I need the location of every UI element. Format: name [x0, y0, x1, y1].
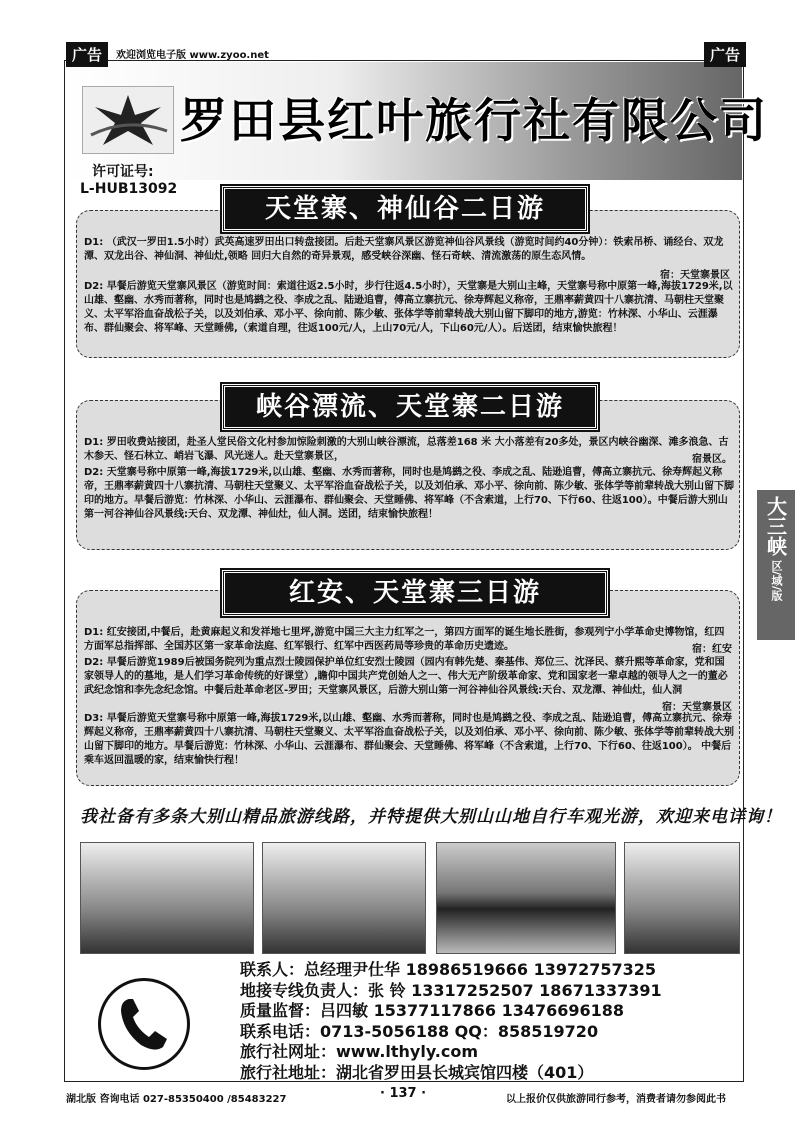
tour-3-day-1-stay: 宿：红安 — [692, 644, 732, 655]
tour-3-day-2-stay: 宿：天堂寨景区 — [662, 702, 732, 713]
slogan: 我社备有多条大别山精品旅游线路，并特提供大别山山地自行车观光游，欢迎来电详询！ — [80, 807, 782, 827]
ad-tag-left: 广告 — [66, 42, 108, 67]
tour-2-day-1-stay: 宿景区。 — [692, 454, 732, 465]
footer-left: 湖北版 咨询电话 027-85350400 /85483227 — [66, 1094, 287, 1105]
phone-icon — [98, 978, 190, 1070]
ad-tag-right: 广告 — [704, 42, 746, 67]
contact-address: 旅行社地址：湖北省罗田县长城宾馆四楼（401） — [240, 1062, 594, 1082]
tour-1-day-2: D2: 早餐后游览天堂寨风景区（游览时间：索道往返2.5小时，步行往返4.5小时），天堂寨是大别山主峰，天堂寨号称中原第一峰,海拔1729米,以山雄、壑幽、水秀而著称，同时也是鸠鹚之役、李成之乱、陆逊追曹，傅高立寨抗元、徐寿辉起义称帝，王鼎率薪黄四十八寨抗清、马朝柱天堂聚义、太平军浴血奋战松子关，以及刘伯承、邓小平、徐向前、陈少敏、张体学等前辈转战大别山留下脚印的地方,游览：竹林深、小华山、云涯瀑布、群仙聚会、将军峰、天堂睡佛,（索道自理，往返100元/人，上山70元/人，下山60元/人）。后送团，结束愉快旅程！ — [84, 281, 733, 334]
side-tab-sub: 区/域/版 — [770, 560, 783, 602]
tour-title-3: 红安、天堂寨三日游 — [222, 570, 608, 616]
license — [80, 164, 178, 198]
contact-local-agent: 地接专线负责人：张 铃 13317252507 18671337391 — [240, 980, 662, 1000]
tour-3-day-1: D1: 红安接团,中餐后，赴黄麻起义和发祥地七里坪,游览中国三大主力红军之一，第四方面军的诞生地长胜街，参观列宁小学革命史博物馆，红四方面军总指挥部、全国苏区第一家革命法庭、红军银行、红军中西医药局等珍贵的革命历史遗迹。 — [84, 627, 725, 652]
photo-rock-cliff — [624, 842, 740, 954]
company-name: 罗田县红叶旅行社有限公司 — [180, 94, 768, 149]
contact-website: 旅行社网址：www.lthyly.com — [240, 1042, 479, 1061]
license-label: 许可证号: — [92, 164, 154, 180]
footer-right: 以上报价仅供旅游同行参考，消费者请勿参阅此书 — [506, 1094, 726, 1105]
tour-title-1: 天堂寨、神仙谷二日游 — [222, 186, 588, 232]
contact-quality: 质量监督：吕四敏 15377117866 13476696188 — [240, 1001, 625, 1020]
page-number: · 137 · — [380, 1086, 427, 1101]
photo-hillside-walk — [262, 842, 426, 954]
company-logo — [82, 86, 174, 154]
tour-3-day-3: D3: 早餐后游览天堂寨号称中原第一峰,海拔1729米,以山雄、壑幽、水秀而著称，同时也是鸠鹚之役、李成之乱、陆逊追曹，傅高立寨抗元、徐寿辉起义称帝，王鼎率薪黄四十八寨抗清、马朝柱天堂聚义、太平军浴血奋战松子关，以及刘伯承、邓小平、徐向前、陈少敏、张体学等前辈转战大别山留下脚印的地方。早餐后游览：竹林深、小华山、云涯瀑布、群仙聚会、天堂睡佛、将军峰（不含索道，上行70、下行60、往返100）。 中餐后乘车返回温暖的家，结束愉快行程！ — [84, 713, 734, 766]
tour-title-2: 峡谷漂流、天堂寨二日游 — [222, 384, 598, 430]
website-text: 欢迎浏览电子版 www.zyoo.net — [116, 50, 269, 61]
contact-person: 联系人：总经理尹仕华 18986519666 13972757325 — [240, 960, 657, 979]
side-region-tab — [757, 490, 795, 640]
photo-mountain-peak — [80, 842, 254, 954]
contact-info — [240, 960, 662, 1083]
tour-3-day-2: D2: 早餐后游览1989后被国务院列为重点烈士陵园保护单位红安烈士陵园（园内有韩先楚、秦基伟、郑位三、沈泽民、蔡升熙等革命家，党和国家领导人的的墓地，是人们学习革命传统的好课堂）,瞻仰中国共产党创始人之一、伟大无产阶级革命家、党和国家老一辈卓越的领导人之一的董必武纪念馆和李先念纪念馆。中餐后赴革命老区-罗田；天堂寨风景区，后游大别山第一河谷神仙谷风景线:天台、双龙潭、神仙灶，仙人洞 — [84, 657, 728, 696]
tour-2-day-2: D2: 天堂寨号称中原第一峰,海拔1729米,以山雄、壑幽、水秀而著称，同时也是鸠鹚之役、李成之乱、陆逊追曹，傅高立寨抗元、徐寿辉起义称帝，王鼎率薪黄四十八寨抗清、马朝柱天堂聚义、太平军浴血奋战松子关，以及刘伯承、邓小平、徐向前、陈少敏、张体学等前辈转战大别山留下脚印的地方。早餐后游览：竹林深、小华山、云涯瀑布、群仙聚会、天堂睡佛、将军峰（不含索道，上行70、下行60、往返100）。中餐后游大别山第一河谷神仙谷风景线:天台、双龙潭、神仙灶，仙人洞。送团，结束愉快旅程！ — [84, 467, 734, 520]
photo-valley-river — [436, 842, 616, 954]
side-tab-main: 大三峡 — [763, 496, 788, 556]
tour-1-day-1: D1: （武汉一罗田1.5小时）武英高速罗田出口转盘接团。后赴天堂寨风景区游览神仙谷风景线（游览时间约40分钟）：铁索吊桥、诵经台、双龙潭、双龙出谷、神仙洞、神仙灶,领略 回归大自然的奇异景观，感受峡谷深幽、怪石奇峡、清流激荡的原生态风情。 — [84, 237, 724, 262]
tour-2-day-1: D1: 罗田收费站接团，赴圣人堂民俗文化村参加惊险刺激的大别山峡谷漂流，总落差168 米 大小落差有20多处，景区内峡谷幽深、滩多浪急、古木参天、怪石林立、峭岩飞瀑、风光迷人。赴天堂寨景区， — [84, 437, 729, 462]
tour-1-day-1-stay: 宿：天堂寨景区 — [660, 270, 730, 281]
license-number: L-HUB13092 — [80, 181, 178, 197]
contact-phone: 联系电话：0713-5056188 QQ：858519720 — [240, 1021, 599, 1041]
